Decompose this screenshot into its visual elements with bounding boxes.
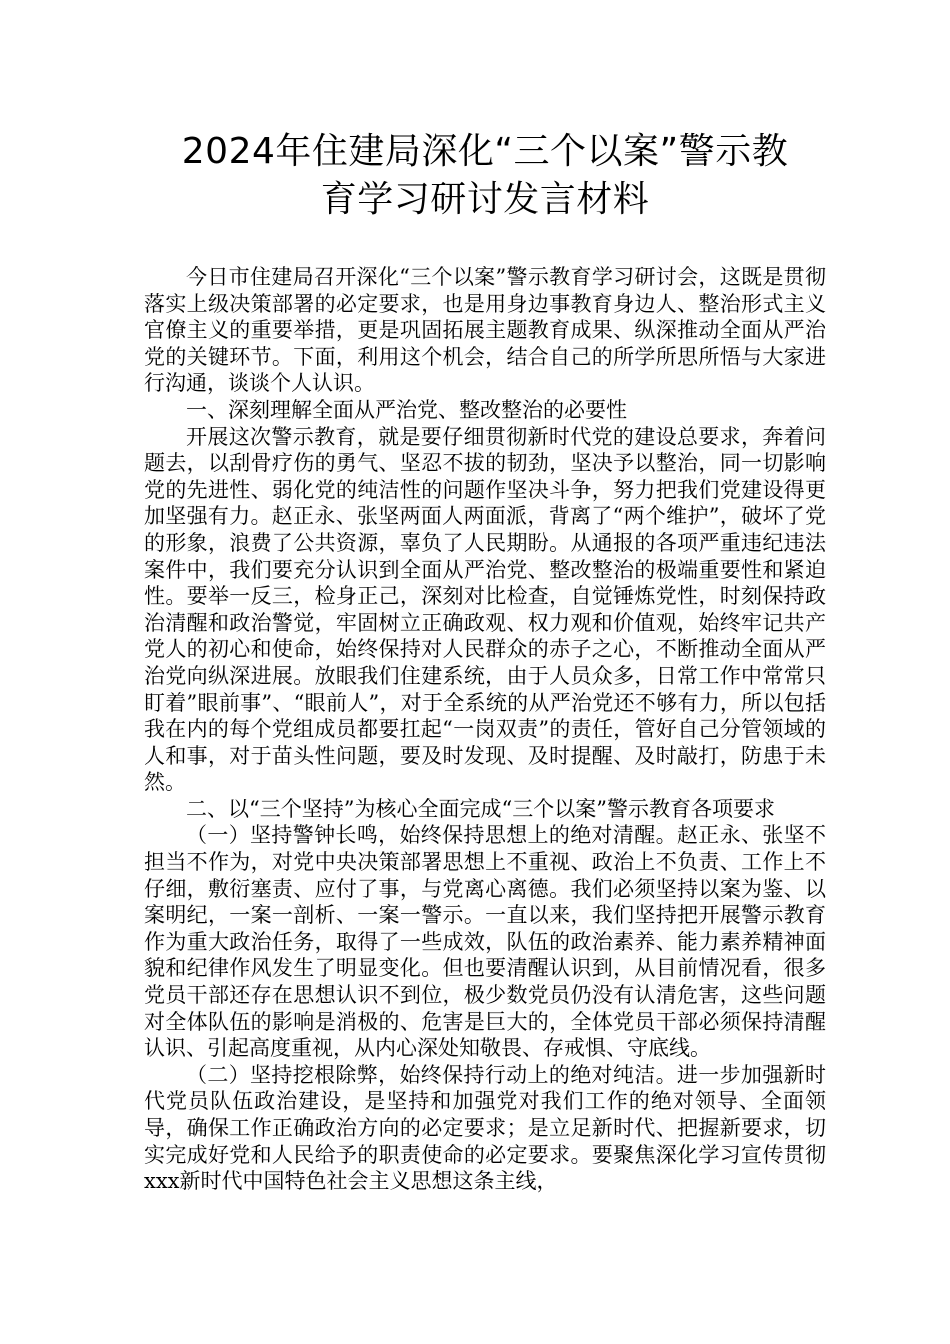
document-page: [144, 128, 826, 1195]
section-1-paragraph: 开展这次警示教育，就是要仔细贯彻新时代党的建设总要求，奔着问题去，以刮骨疗伤的勇气、坚忍不拔的韧劲，坚决予以整治，同一切影响党的先进性、弱化党的纯洁性的问题作坚决斗争，努力把我们党建设得更加坚强有力。赵正永、张坚两面人两面派，背离了“两个维护”，破坏了党的形象，浪费了公共资源，辜负了人民期盼。从通报的各项严重违纪违法案件中，我们要充分认识到全面从严治党、整改整治的极端重要性和紧迫性。要举一反三，检身正己，深刻对比检查，自觉锤炼党性，时刻保持政治清醒和政治警觉，牢固树立正确政观、权力观和价值观，始终牢记共产党人的初心和使命，始终保持对人民群众的赤子之心，不断推动全面从严治党向纵深进展。放眼我们住建系统，由于人员众多，日常工作中常常只盯着”眼前事”、“眼前人”，对于全系统的从严治党还不够有力，所以包括我在内的每个党组成员都要扛起“一岗双责”的责任，管好自己分管领域的人和事，对于苗头性问题，要及时发现、及时提醒、及时敲打，防患于未然。: [144, 424, 826, 795]
title-line-2: 育学习研讨发言材料: [320, 179, 650, 220]
document-body: [144, 264, 826, 1195]
document-title: [144, 128, 826, 224]
section-2-item-1-paragraph: （一）坚持警钟长鸣，始终保持思想上的绝对清醒。赵正永、张坚不担当不作为，对党中央决策部署思想上不重视、政治上不负责、工作上不仔细，敷衍塞责、应付了事，与党离心离德。我们必须坚持以案为鉴、以案明纪，一案一剖析、一案一警示。一直以来，我们坚持把开展警示教育作为重大政治任务，取得了一些成效，队伍的政治素养、能力素养精神面貌和纪律作风发生了明显变化。但也要清醒认识到，从目前情况看，很多党员干部还存在思想认识不到位，极少数党员仍没有认清危害，这些问题对全体队伍的影响是消极的、危害是巨大的，全体党员干部必须保持清醒认识、引起高度重视，从内心深处知敬畏、存戒惧、守底线。: [144, 823, 826, 1061]
title-line-1: 2024年住建局深化“三个以案”警示教: [181, 131, 789, 172]
intro-paragraph: 今日市住建局召开深化“三个以案”警示教育学习研讨会，这既是贯彻落实上级决策部署的必定要求，也是用身边事教育身边人、整治形式主义官僚主义的重要举措，更是巩固拓展主题教育成果、纵深推动全面从严治党的关键环节。下面，利用这个机会，结合自己的所学所思所悟与大家进行沟通，谈谈个人认识。: [144, 265, 826, 396]
section-2-heading: 二、以“三个坚持”为核心全面完成“三个以案”警示教育各项要求: [186, 796, 775, 821]
section-1-heading: 一、深刻理解全面从严治党、整改整治的必要性: [186, 397, 627, 422]
section-2-item-2-paragraph: （二）坚持挖根除弊，始终保持行动上的绝对纯洁。进一步加强新时代党员队伍政治建设，是坚持和加强党对我们工作的绝对领导、全面领导，确保工作正确政治方向的必定要求；是立足新时代、把握新要求，切实完成好党和人民给予的职责使命的必定要求。要聚焦深化学习宣传贯彻xxx新时代中国特色社会主义思想这条主线，: [144, 1062, 826, 1194]
